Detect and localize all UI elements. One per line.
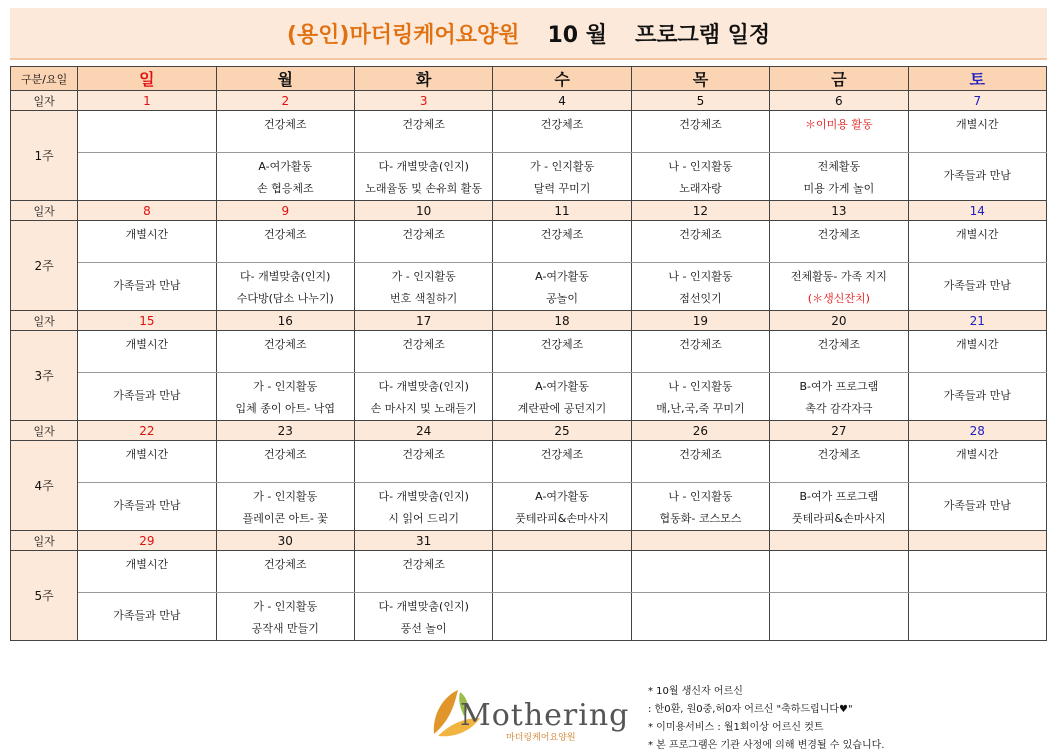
activity-line: 플레이콘 아트- 꽃 (242, 512, 328, 525)
activity-cell (354, 153, 492, 201)
week-label: 5주 (11, 551, 78, 641)
activity-row-bottom (11, 593, 1047, 641)
activity-cell (770, 593, 908, 641)
activity-line: 가족들과 만남 (113, 279, 181, 292)
activity-row-top (11, 111, 1047, 153)
activity-cell (493, 483, 631, 531)
activity-cell (908, 551, 1046, 593)
activity-cell: 건강체조 (631, 331, 769, 373)
date-row (11, 201, 1047, 221)
week-label: 3주 (11, 331, 78, 421)
date-label: 일자 (11, 201, 78, 221)
activity-cell (631, 593, 769, 641)
activity-cell: 건강체조 (216, 551, 354, 593)
activity-line: A-여가활동 (535, 270, 589, 283)
activity-row-top (11, 441, 1047, 483)
corner-label: 구분/요일 (11, 67, 78, 91)
activity-line: 달력 꾸미기 (533, 182, 591, 195)
date-cell: 16 (216, 311, 354, 331)
weekday-sat: 토 (908, 67, 1046, 91)
date-cell: 8 (78, 201, 216, 221)
date-cell: 14 (908, 201, 1046, 221)
note-line: * 10월 생신자 어르신 (648, 686, 743, 697)
activity-cell (78, 483, 216, 531)
activity-line: 전체활동 (817, 160, 861, 173)
activity-line: 가 - 인지활동 (253, 380, 318, 393)
activity-cell (78, 373, 216, 421)
activity-cell (78, 263, 216, 311)
date-row (11, 91, 1047, 111)
weekday-header-row (11, 67, 1047, 91)
date-cell: 24 (354, 421, 492, 441)
activity-cell (770, 373, 908, 421)
activity-line: 촉각 감각자극 (805, 402, 873, 415)
date-cell: 22 (78, 421, 216, 441)
date-cell: 10 (354, 201, 492, 221)
activity-cell (493, 593, 631, 641)
weekday-sun: 일 (78, 67, 216, 91)
date-row (11, 421, 1047, 441)
activity-line: 풋테라피&손마사지 (515, 512, 609, 525)
activity-cell (493, 551, 631, 593)
date-cell: 26 (631, 421, 769, 441)
date-cell: 7 (908, 91, 1046, 111)
activity-cell (354, 483, 492, 531)
activity-line: 가 - 인지활동 (253, 600, 318, 613)
date-cell (770, 531, 908, 551)
date-cell: 21 (908, 311, 1046, 331)
weekday-wed: 수 (493, 67, 631, 91)
activity-cell: 건강체조 (354, 331, 492, 373)
activity-row-bottom (11, 483, 1047, 531)
activity-cell: 건강체조 (216, 331, 354, 373)
date-cell (631, 531, 769, 551)
date-cell: 11 (493, 201, 631, 221)
page-title: 프로그램 일정 (635, 22, 771, 48)
activity-cell (78, 111, 216, 153)
activity-line: 점선잇기 (679, 292, 722, 305)
activity-line: 다- 개별맞춤(인지) (378, 600, 469, 613)
activity-line: 가족들과 만남 (943, 279, 1011, 292)
activity-line: 손 협응체조 (256, 182, 314, 195)
date-cell: 5 (631, 91, 769, 111)
activity-line: 나 - 인지활동 (668, 270, 733, 283)
activity-line: 미용 가게 놀이 (803, 182, 875, 195)
activity-line: 번호 색칠하기 (390, 292, 458, 305)
activity-line: 매,난,국,죽 꾸미기 (656, 402, 745, 415)
activity-line: 협동화- 코스모스 (659, 512, 742, 525)
activity-cell (631, 153, 769, 201)
activity-cell: 개별시간 (908, 221, 1046, 263)
notes (648, 683, 884, 754)
activity-cell: 건강체조 (493, 441, 631, 483)
activity-cell: 건강체조 (770, 441, 908, 483)
activity-row-bottom (11, 153, 1047, 201)
activity-cell: ＊이미용 활동 (770, 111, 908, 153)
activity-cell (216, 483, 354, 531)
date-cell (493, 531, 631, 551)
activity-cell: 개별시간 (78, 551, 216, 593)
date-cell: 28 (908, 421, 1046, 441)
week-label: 4주 (11, 441, 78, 531)
logo (424, 684, 630, 746)
activity-line: 시 읽어 드리기 (388, 512, 460, 525)
activity-line: 다- 개별맞춤(인지) (240, 270, 331, 283)
activity-line: 가 - 인지활동 (253, 490, 318, 503)
weekday-tue: 화 (354, 67, 492, 91)
date-cell: 4 (493, 91, 631, 111)
activity-cell: 개별시간 (78, 331, 216, 373)
activity-cell (216, 263, 354, 311)
activity-cell: 건강체조 (354, 551, 492, 593)
date-cell (908, 531, 1046, 551)
activity-line: 다- 개별맞춤(인지) (378, 160, 469, 173)
date-cell: 31 (354, 531, 492, 551)
activity-cell (493, 153, 631, 201)
date-cell: 29 (78, 531, 216, 551)
date-cell: 6 (770, 91, 908, 111)
activity-line: 노래율동 및 손유희 활동 (365, 182, 483, 195)
weekday-thu: 목 (631, 67, 769, 91)
activity-line: 계란판에 공던지기 (517, 402, 607, 415)
activity-line: 나 - 인지활동 (668, 160, 733, 173)
activity-line: 가 - 인지활동 (530, 160, 595, 173)
activity-cell: 건강체조 (493, 331, 631, 373)
logo-subtitle: 마더링케어요양원 (506, 733, 576, 743)
activity-line: 풋테라피&손마사지 (792, 512, 886, 525)
date-cell: 23 (216, 421, 354, 441)
weekday-fri: 금 (770, 67, 908, 91)
activity-line: 가족들과 만남 (943, 389, 1011, 402)
activity-cell: 개별시간 (908, 441, 1046, 483)
activity-cell (631, 373, 769, 421)
activity-cell (78, 153, 216, 201)
activity-cell (216, 593, 354, 641)
activity-cell: 건강체조 (770, 331, 908, 373)
activity-cell (908, 373, 1046, 421)
week-label: 1주 (11, 111, 78, 201)
title-bar (10, 8, 1047, 60)
activity-cell (631, 483, 769, 531)
activity-line: 가족들과 만남 (943, 169, 1011, 182)
activity-line: 다- 개별맞춤(인지) (378, 380, 469, 393)
logo-wordmark: Mothering (460, 698, 630, 733)
activity-line: B-여가 프로그램 (799, 380, 879, 393)
activity-row-bottom (11, 373, 1047, 421)
activity-cell (216, 373, 354, 421)
activity-line: B-여가 프로그램 (799, 490, 879, 503)
note-line: : 한0환, 원0중,허0자 어르신 "축하드립니다♥" (648, 704, 853, 715)
activity-cell (770, 483, 908, 531)
date-cell: 17 (354, 311, 492, 331)
date-cell: 13 (770, 201, 908, 221)
schedule-table (10, 66, 1047, 641)
activity-line: A-여가활동 (535, 380, 589, 393)
activity-line: 풍선 놀이 (400, 622, 447, 635)
date-cell: 12 (631, 201, 769, 221)
activity-cell (631, 551, 769, 593)
date-cell: 18 (493, 311, 631, 331)
activity-cell (354, 373, 492, 421)
activity-row-top (11, 331, 1047, 373)
activity-line: 가족들과 만남 (943, 499, 1011, 512)
week-label: 2주 (11, 221, 78, 311)
activity-cell: 건강체조 (770, 221, 908, 263)
activity-cell: 건강체조 (493, 221, 631, 263)
date-cell: 3 (354, 91, 492, 111)
activity-row-bottom (11, 263, 1047, 311)
date-label: 일자 (11, 311, 78, 331)
activity-cell (78, 593, 216, 641)
activity-cell: 개별시간 (78, 221, 216, 263)
activity-line: 가족들과 만남 (113, 499, 181, 512)
activity-row-top (11, 551, 1047, 593)
activity-cell: 건강체조 (354, 111, 492, 153)
activity-line: 노래자랑 (679, 182, 722, 195)
activity-cell: 건강체조 (631, 221, 769, 263)
activity-cell (493, 373, 631, 421)
activity-line: 공놀이 (546, 292, 578, 305)
date-cell: 9 (216, 201, 354, 221)
activity-line: 가 - 인지활동 (391, 270, 456, 283)
date-label: 일자 (11, 91, 78, 111)
activity-line: 입체 종이 아트- 낙엽 (235, 402, 335, 415)
activity-line: A-여가활동 (258, 160, 313, 173)
activity-cell: 개별시간 (908, 331, 1046, 373)
activity-cell (216, 153, 354, 201)
activity-cell (770, 153, 908, 201)
date-cell: 15 (78, 311, 216, 331)
date-label: 일자 (11, 421, 78, 441)
activity-cell (908, 593, 1046, 641)
date-cell: 25 (493, 421, 631, 441)
activity-cell: 건강체조 (354, 441, 492, 483)
activity-line: 나 - 인지활동 (668, 380, 733, 393)
activity-line: 나 - 인지활동 (668, 490, 733, 503)
date-cell: 1 (78, 91, 216, 111)
activity-line: 가족들과 만남 (113, 609, 181, 622)
date-cell: 20 (770, 311, 908, 331)
activity-cell (631, 263, 769, 311)
activity-cell: 건강체조 (631, 441, 769, 483)
date-cell: 27 (770, 421, 908, 441)
activity-line: 전체활동- 가족 지지 (790, 270, 887, 283)
activity-row-top (11, 221, 1047, 263)
activity-cell (770, 263, 908, 311)
date-cell: 2 (216, 91, 354, 111)
activity-line: 손 마사지 및 노래듣기 (370, 402, 477, 415)
note-line: * 이미용서비스 : 월1회이상 어르신 컷트 (648, 722, 824, 733)
activity-cell (908, 153, 1046, 201)
date-row (11, 311, 1047, 331)
activity-line: 공작새 만들기 (251, 622, 319, 635)
activity-cell (493, 263, 631, 311)
org-name: (용인)마더링케어요양원 (286, 22, 520, 48)
activity-cell: 건강체조 (631, 111, 769, 153)
activity-cell: 건강체조 (493, 111, 631, 153)
activity-cell (908, 263, 1046, 311)
activity-cell: 개별시간 (908, 111, 1046, 153)
activity-cell (908, 483, 1046, 531)
activity-line: 가족들과 만남 (113, 389, 181, 402)
activity-cell: 건강체조 (216, 441, 354, 483)
note-line: * 본 프로그램은 기관 사정에 의해 변경될 수 있습니다. (648, 740, 885, 751)
activity-cell: 건강체조 (354, 221, 492, 263)
activity-line: 다- 개별맞춤(인지) (378, 490, 469, 503)
date-row (11, 531, 1047, 551)
activity-cell (354, 263, 492, 311)
activity-line: 수다방(담소 나누기) (236, 292, 334, 305)
activity-line: A-여가활동 (535, 490, 589, 503)
date-cell: 30 (216, 531, 354, 551)
activity-line: (＊생신잔치) (807, 292, 870, 305)
activity-cell: 건강체조 (216, 221, 354, 263)
activity-cell: 건강체조 (216, 111, 354, 153)
month-title: 10 월 (547, 22, 607, 48)
weekday-mon: 월 (216, 67, 354, 91)
date-label: 일자 (11, 531, 78, 551)
activity-cell: 개별시간 (78, 441, 216, 483)
activity-cell (770, 551, 908, 593)
activity-cell (354, 593, 492, 641)
date-cell: 19 (631, 311, 769, 331)
